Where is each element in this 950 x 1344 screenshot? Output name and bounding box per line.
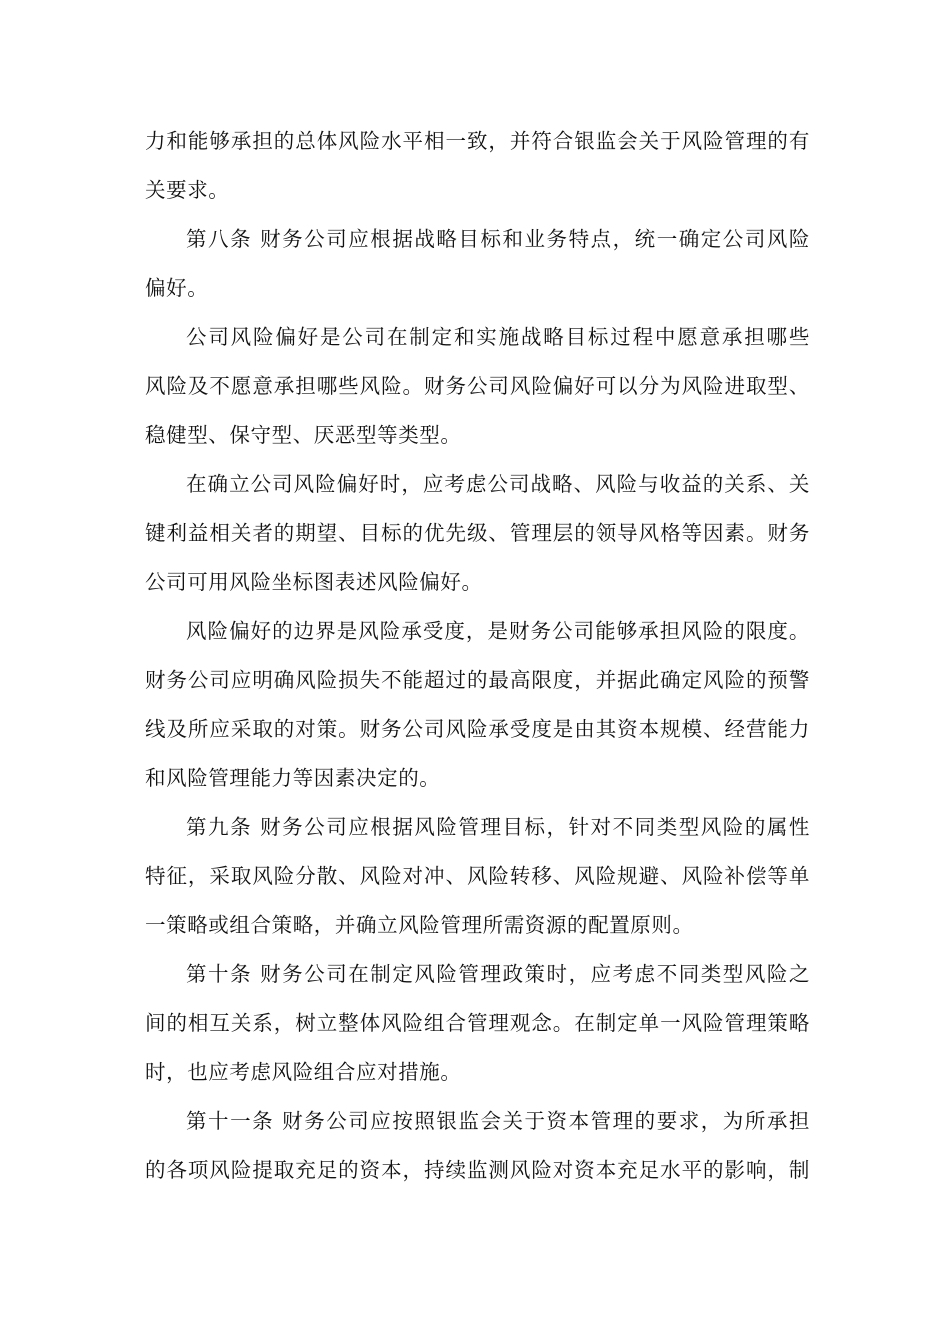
paragraph-line: 和风险管理能力等因素决定的。 [145,766,441,790]
paragraph-line: 第九条 财务公司应根据风险管理目标，针对不同类型风险的属性 [186,815,810,839]
paragraph-line: 线及所应采取的对策。财务公司风险承受度是由其资本规模、经营能力 [145,717,810,741]
paragraph-risk-appetite-definition [145,313,810,460]
paragraph-line: 在确立公司风险偏好时，应考虑公司战略、风险与收益的关系、关 [186,472,810,496]
paragraph-line: 间的相互关系，树立整体风险组合管理观念。在制定单一风险管理策略 [145,1011,810,1035]
paragraph-line: 时，也应考虑风险组合应对措施。 [145,1060,462,1084]
paragraph-1 [145,117,810,215]
paragraph-line: 特征，采取风险分散、风险对冲、风险转移、风险规避、风险补偿等单 [145,864,810,888]
paragraph-risk-appetite-factors [145,460,810,607]
paragraph-line: 第八条 财务公司应根据战略目标和业务特点，统一确定公司风险 [186,227,810,251]
paragraph-line: 第十条 财务公司在制定风险管理政策时，应考虑不同类型风险之 [186,962,810,986]
paragraph-line: 偏好。 [145,276,209,300]
paragraph-line: 风险及不愿意承担哪些风险。财务公司风险偏好可以分为风险进取型、 [145,374,810,398]
paragraph-article-8 [145,215,810,313]
paragraph-line: 公司风险偏好是公司在制定和实施战略目标过程中愿意承担哪些 [186,325,810,349]
paragraph-line: 公司可用风险坐标图表述风险偏好。 [145,570,483,594]
paragraph-line: 关要求。 [145,178,230,202]
document-body [145,117,810,1195]
paragraph-line: 的各项风险提取充足的资本，持续监测风险对资本充足水平的影响，制 [145,1158,810,1182]
paragraph-line: 风险偏好的边界是风险承受度，是财务公司能够承担风险的限度。 [186,619,810,643]
paragraph-article-10 [145,950,810,1097]
paragraph-line: 键利益相关者的期望、目标的优先级、管理层的领导风格等因素。财务 [145,521,810,545]
paragraph-line: 一策略或组合策略，并确立风险管理所需资源的配置原则。 [145,913,694,937]
paragraph-line: 力和能够承担的总体风险水平相一致，并符合银监会关于风险管理的有 [145,129,810,153]
paragraph-article-9 [145,803,810,950]
paragraph-risk-tolerance [145,607,810,803]
paragraph-article-11 [145,1097,810,1195]
paragraph-line: 第十一条 财务公司应按照银监会关于资本管理的要求，为所承担 [186,1109,810,1133]
paragraph-line: 财务公司应明确风险损失不能超过的最高限度，并据此确定风险的预警 [145,668,810,692]
paragraph-line: 稳健型、保守型、厌恶型等类型。 [145,423,462,447]
